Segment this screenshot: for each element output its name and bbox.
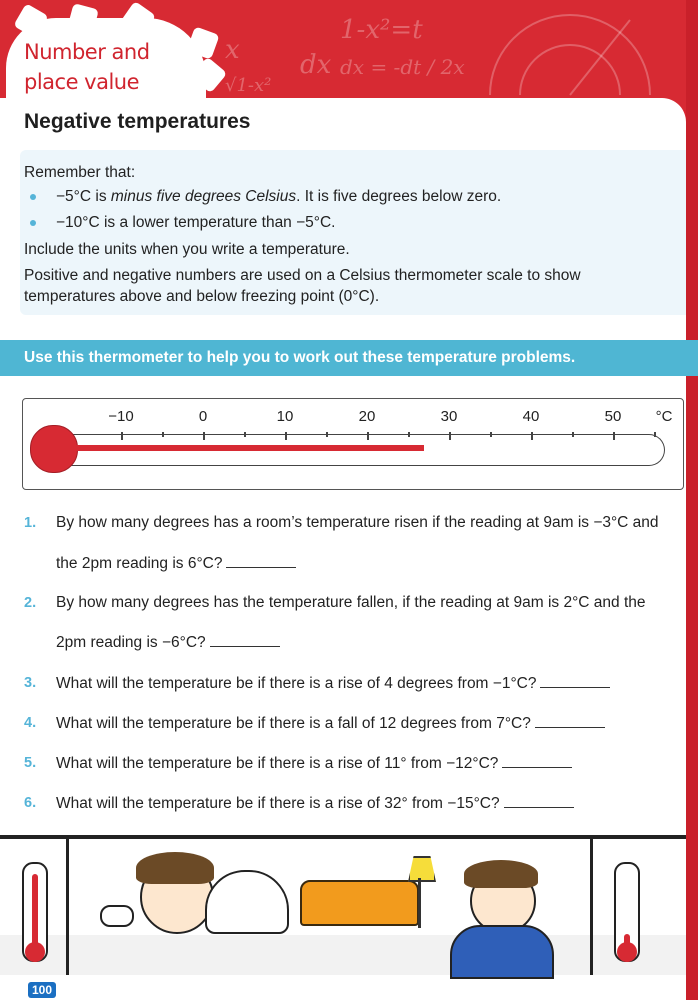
thermometer-label: 40 [522, 408, 540, 425]
cold-boy-hair [464, 860, 538, 888]
remember-note-units: Include the units when you write a temperature. [24, 241, 350, 258]
question-number: 2. [24, 595, 37, 611]
illustration-floor [0, 935, 686, 975]
thermometer-tick [162, 432, 164, 437]
answer-blank[interactable] [226, 553, 296, 568]
question-4: What will the temperature be if there is a fall of 12 degrees from 7°C? [56, 713, 605, 734]
question-number: 1. [24, 515, 37, 531]
question-2-line1: By how many degrees has the temperature fallen, if the reading at 9am is 2°C and the [56, 594, 646, 611]
answer-blank[interactable] [504, 793, 574, 808]
steam-puff-icon [100, 905, 134, 927]
page-title: Negative temperatures [24, 110, 251, 133]
question-3: What will the temperature be if there is a rise of 4 degrees from −1°C? [56, 673, 610, 694]
remember-bullet-1: −5°C is minus five degrees Celsius. It is five degrees below zero. [56, 188, 502, 205]
thermometer-tick [244, 432, 246, 437]
thermometer-tick [613, 432, 615, 440]
answer-blank[interactable] [210, 632, 280, 647]
question-6: What will the temperature be if there is a rise of 32° from −15°C? [56, 793, 574, 814]
answer-blank[interactable] [502, 753, 572, 768]
thermometer-tick [490, 432, 492, 437]
remember-intro: Remember that: [24, 164, 136, 181]
thermometer-label: 50 [604, 408, 622, 425]
hot-boy-hair [136, 852, 214, 884]
protractor-doodle [470, 0, 690, 100]
thermometer-label: 30 [440, 408, 458, 425]
question-2-line2: 2pm reading is −6°C? [56, 632, 280, 653]
instruction-text: Use this thermometer to help you to work out these temperature problems. [24, 349, 576, 366]
math-doodle: √1-x² [225, 75, 272, 96]
question-number: 5. [24, 755, 37, 771]
thermometer-tick [531, 432, 533, 440]
question-1-line2: the 2pm reading is 6°C? [56, 553, 296, 574]
page-edge [686, 0, 698, 1000]
strip-divider [590, 839, 593, 975]
bullet-dot [30, 194, 36, 200]
instruction-banner [0, 340, 698, 376]
thermometer-tick [408, 432, 410, 437]
thermometer-tick [654, 432, 656, 437]
series-logo: 100 [28, 982, 56, 998]
math-doodle: dx [300, 50, 332, 80]
thermometer-tick [449, 432, 451, 440]
thermometer-tick [367, 432, 369, 440]
remember-note-scale-line1: Positive and negative numbers are used on a Celsius thermometer scale to show [24, 267, 581, 284]
thermometer-tick [285, 432, 287, 440]
thermometer-label: 20 [358, 408, 376, 425]
bullet-dot [30, 220, 36, 226]
question-number: 6. [24, 795, 37, 811]
thermometer-mercury [60, 445, 424, 451]
thermometer-tick [121, 432, 123, 440]
sofa-illustration [300, 880, 419, 926]
answer-blank[interactable] [540, 673, 610, 688]
strip-divider [66, 839, 69, 975]
math-doodle: 1-x²=t [340, 15, 423, 45]
question-number: 3. [24, 675, 37, 691]
remember-note-scale-line2: temperatures above and below freezing point (0°C). [24, 288, 380, 305]
cold-boy-jumper [450, 925, 554, 979]
thermometer-label: 0 [198, 408, 208, 425]
hot-thermometer-icon [22, 862, 48, 962]
lamp-pole [418, 878, 421, 928]
section-title: Number and place value [24, 40, 150, 94]
thermometer-label: −10 [108, 408, 134, 425]
thermometer-tick [203, 432, 205, 440]
answer-blank[interactable] [535, 713, 605, 728]
thermometer-unit: °C [655, 408, 673, 425]
math-doodle: dx = -dt / 2x [340, 55, 465, 79]
question-5: What will the temperature be if there is a rise of 11° from −12°C? [56, 753, 572, 774]
thermometer-tick [572, 432, 574, 437]
thermometer-tick [326, 432, 328, 437]
remember-bullet-2: −10°C is a lower temperature than −5°C. [56, 214, 336, 231]
question-1-line1: By how many degrees has a room’s temperature risen if the reading at 9am is −3°C and [56, 514, 659, 531]
thermometer-label: 10 [276, 408, 294, 425]
question-number: 4. [24, 715, 37, 731]
math-doodle: x [225, 35, 240, 65]
cold-thermometer-icon [614, 862, 640, 962]
